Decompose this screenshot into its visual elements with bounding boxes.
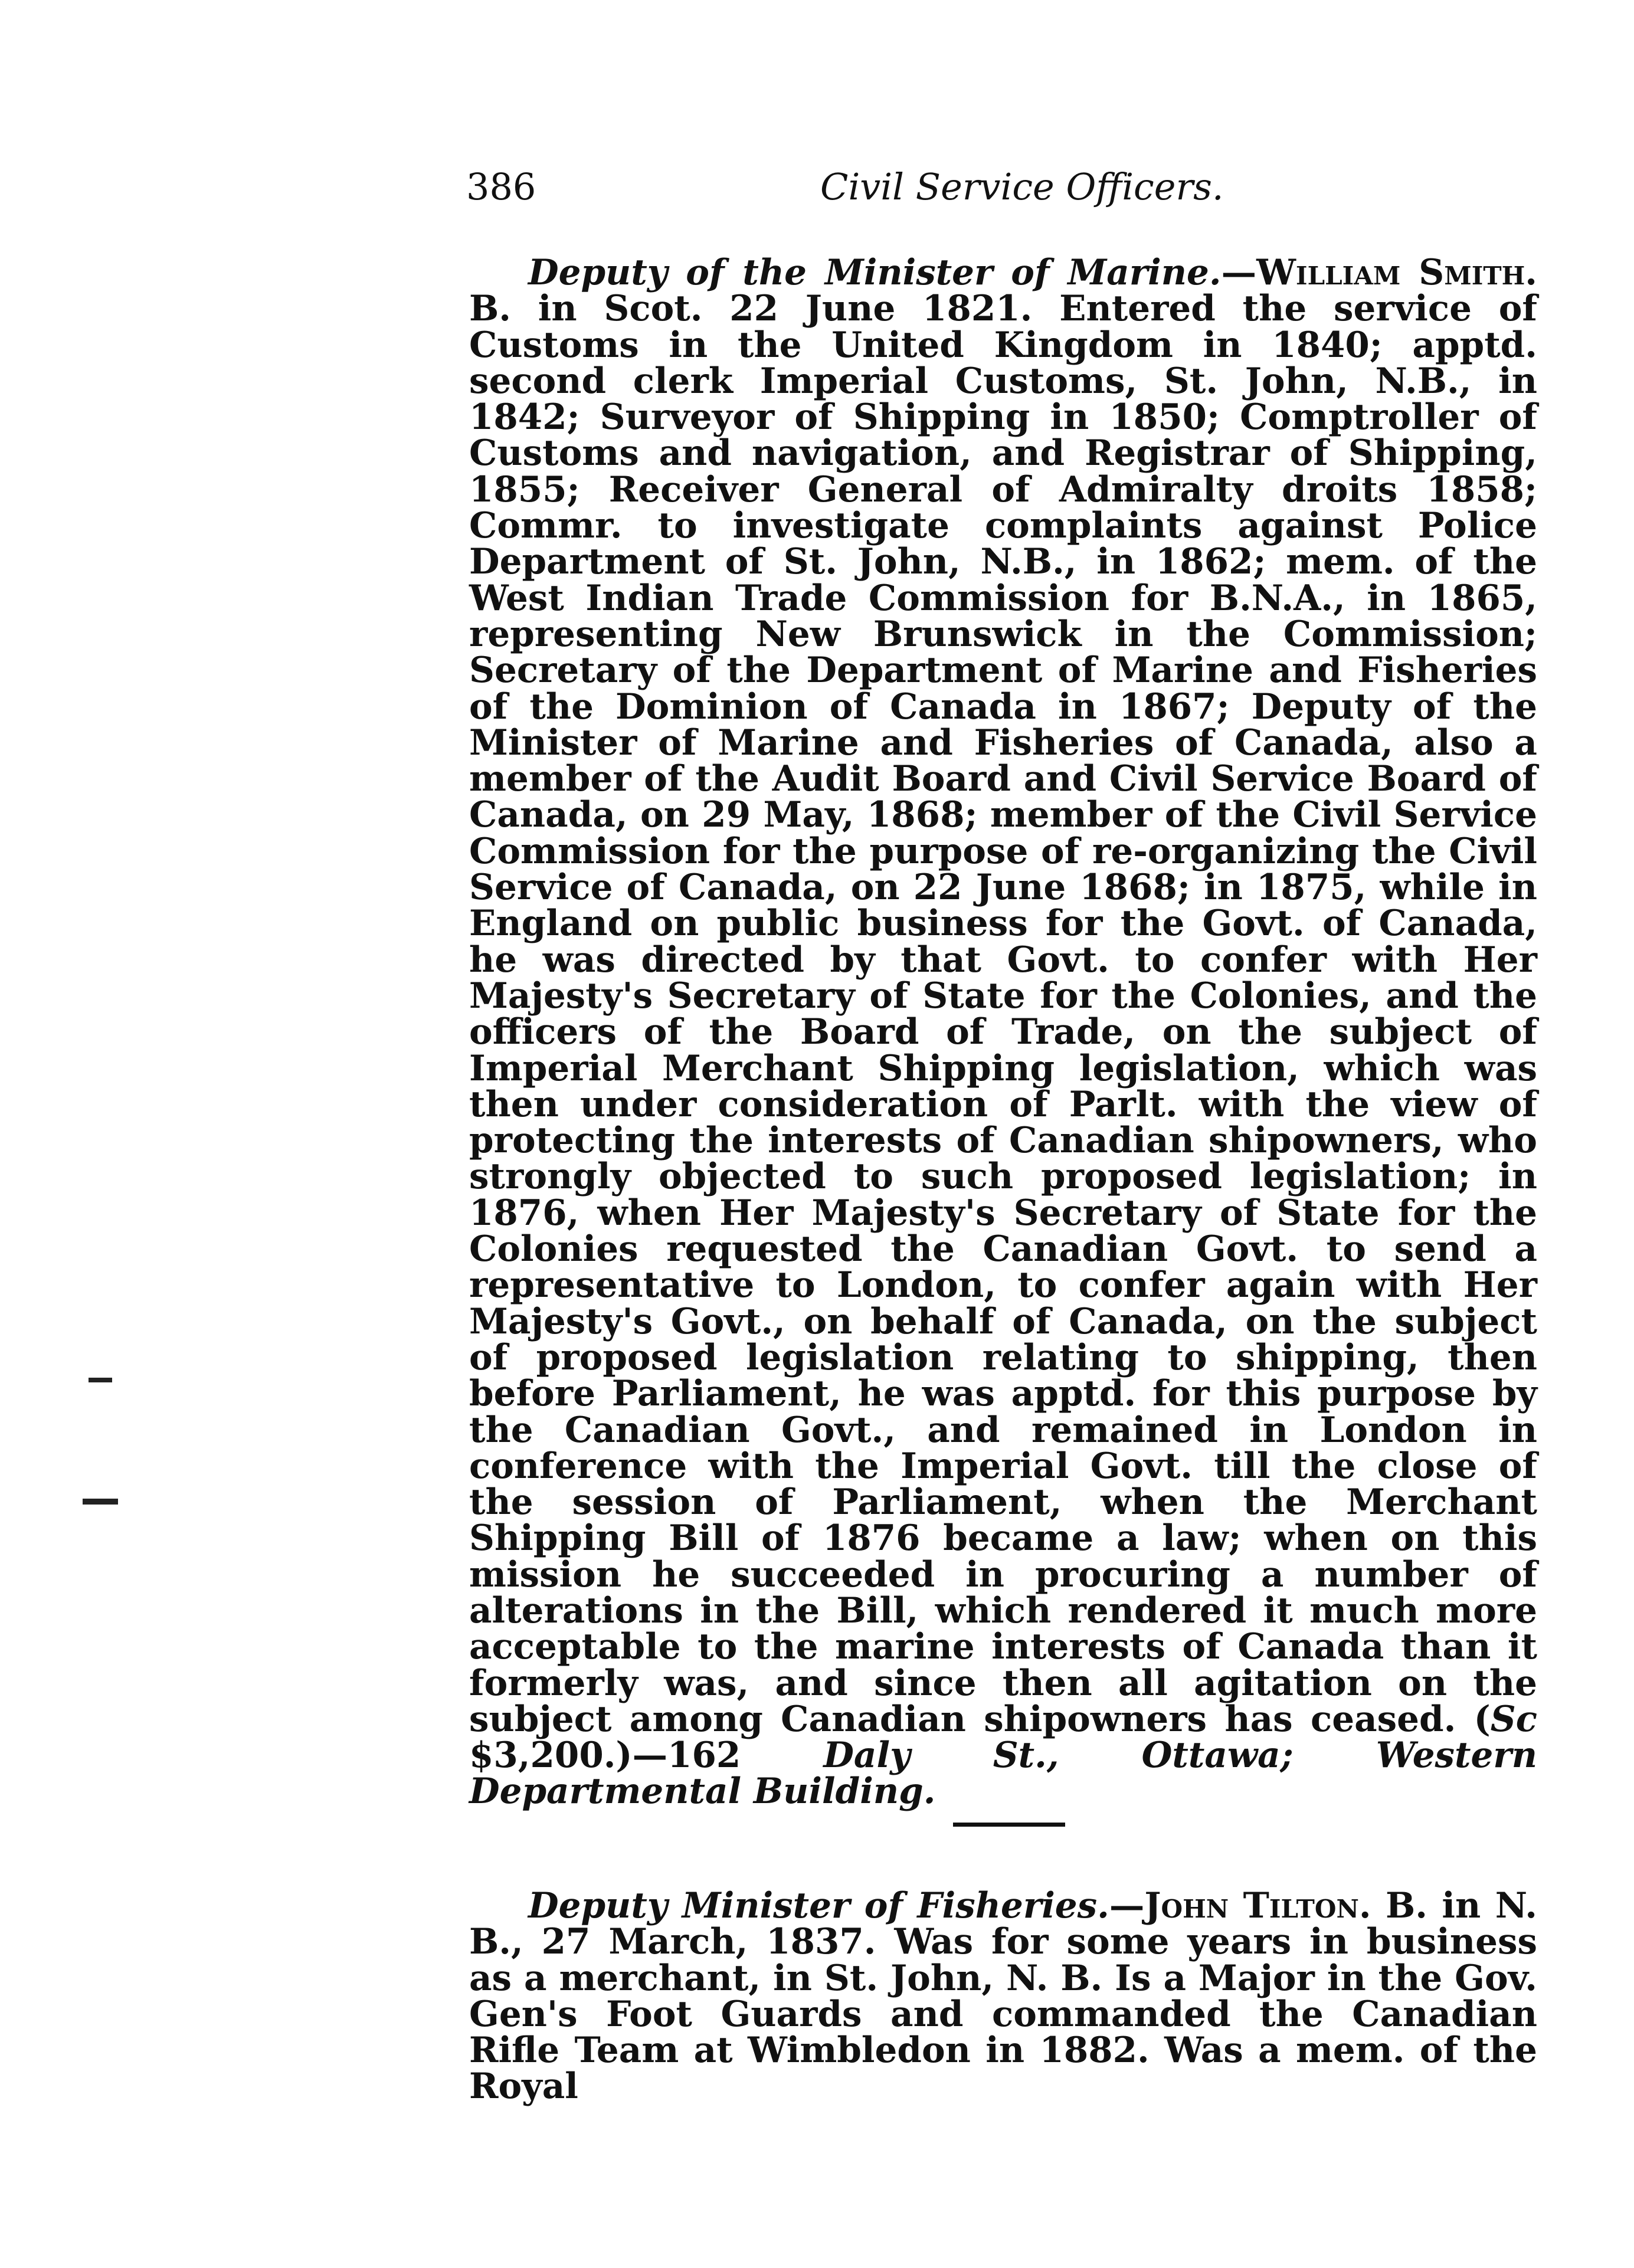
entry-body: B. in N. B., 27 March, 1837. Was for some years in business as a merchant, in St. John, N. B. Is a Major in the Gov. Gen's Foot Guards and commanded the Canadian Rifle Team at Wimbledon in 1882. Was a mem. of the Royal [469,1885,1537,2108]
entry-john-tilton [469,1885,1537,2108]
entry-office: Deputy Minister of Fisheries. [528,1885,1109,1926]
margin-binding-mark [89,1378,112,1382]
entry-salary: $3,200.)—162 [469,1735,824,1777]
entry-william-smith [469,252,1537,1813]
entry-office: Deputy of the Minister of Marine. [528,252,1222,293]
entry-dash: — [1221,252,1257,293]
section-divider [953,1823,1065,1827]
entry-salary-label: Sc [1490,1698,1537,1740]
margin-binding-mark [83,1499,118,1505]
running-head: Civil Service Officers. [820,165,1224,208]
entry-name: John Tilton. [1144,1885,1371,1926]
entry-name: William Smith. [1256,252,1537,293]
entry-body: B. in Scot. 22 June 1821. Entered the service of Customs in the United Kingdom in 1840; apptd. second clerk Imperial Customs, St. John, N.B., in 1842; Surveyor of Shipping in 1850; Comptroller of Customs and navigation, and Registrar of Shipping, 1855; Receiver General of Admiralty droits 1858; Commr. to investigate complaints against Police Department of St. John, N.B., in 1862; mem. of the West Indian Trade Commission for B.N.A., in 1865, representing New Brunswick in the Commission; Secretary of the Department of Marine and Fisheries of the Dominion of Canada in 1867; Deputy of the Minister of Marine and Fisheries of Canada, also a member of the Audit Board and Civil Service Board of Canada, on 29 May, 1868; member of the Civil Service Commission for the purpose of re-organizing the Civil Service of Canada, on 22 June 1868; in 1875, while in England on public business for the Govt. of Canada, he was directed by that Govt. to confer with Her Majesty's Secretary of State for the Colonies, and the officers of the Board of Trade, on the subject of Imperial Merchant Shipping legislation, which was then under consideration of Parlt. with the view of protecting the interests of Canadian shipowners, who strongly objected to such proposed legislation; in 1876, when Her Majesty's Secretary of State for the Colonies requested the Canadian Govt. to send a representative to London, to confer again with Her Majesty's Govt., on behalf of Canada, on the subject of proposed legislation relating to shipping, then before Parliament, he was apptd. for this purpose by the Canadian Govt., and remained in London in conference with the Imperial Govt. till the close of the session of Parliament, when the Merchant Shipping Bill of 1876 became a law; when on this mission he succeeded in procuring a number of alterations in the Bill, which rendered it much more acceptable to the marine interests of Canada than it formerly was, and since then all agitation on the subject among Canadian shipowners has ceased. ( [469,288,1537,1740]
page-number: 386 [466,165,536,208]
entry-dash: — [1109,1885,1145,1926]
entry-address: Daly St., Ottawa; Western Departmental Building. [469,1735,1537,1813]
page-header [466,160,1540,214]
